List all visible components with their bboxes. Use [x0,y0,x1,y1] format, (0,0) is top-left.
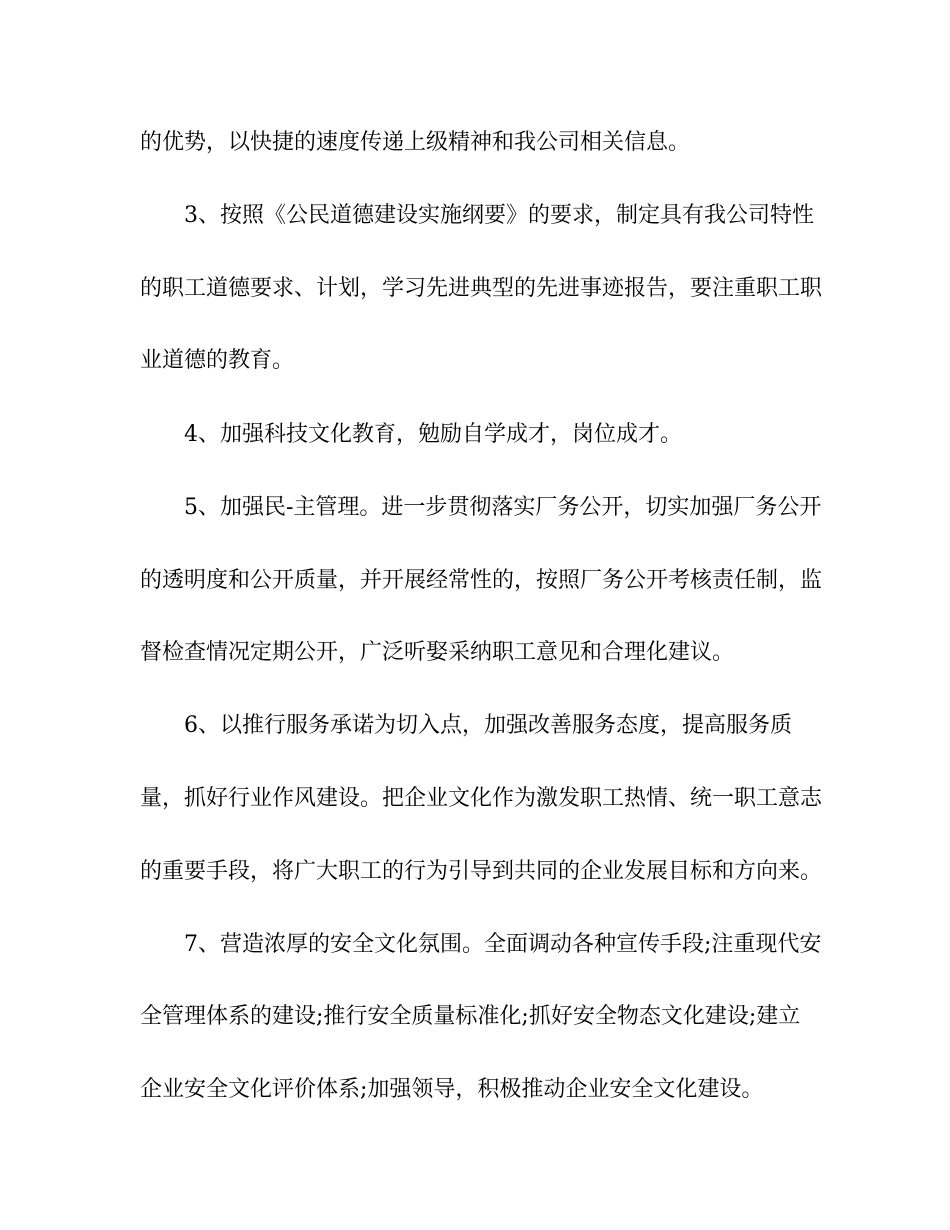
text-line: 的重要手段，将广大职工的行为引导到共同的企业发展目标和方向来。 [140,859,823,884]
text-line: 3、按照《公民道德建设实施纲要》的要求，制定具有我公司特性 [184,203,814,228]
text-line: 的职工道德要求、计划，学习先进典型的先进事迹报告，要注重职工职 [140,276,823,301]
text-line: 督检查情况定期公开，广泛听娶采纳职工意见和合理化建议。 [140,640,735,665]
text-line: 7、营造浓厚的安全文化氛围。全面调动各种宣传手段;注重现代安 [184,932,822,957]
text-line: 企业安全文化评价体系;加强领导，积极推动企业安全文化建设。 [140,1077,764,1102]
text-line: 的透明度和公开质量，并开展经常性的，按照厂务公开考核责任制，监 [140,568,823,593]
text-line: 的优势，以快捷的速度传递上级精神和我公司相关信息。 [140,130,691,155]
text-line: 5、加强民-主管理。进一步贯彻落实厂务公开，切实加强厂务公开 [184,495,822,520]
text-line: 业道德的教育。 [140,348,295,373]
text-line: 6、以推行服务承诺为切入点，加强改善服务态度，提高服务质 [184,713,792,738]
text-line: 全管理体系的建设;推行安全质量标准化;抓好安全物态文化建设;建立 [140,1004,801,1029]
text-line: 4、加强科技文化教育，勉励自学成才，岗位成才。 [184,422,682,447]
text-line: 量，抓好行业作风建设。把企业文化作为激发职工热情、统一职工意志 [140,786,823,811]
